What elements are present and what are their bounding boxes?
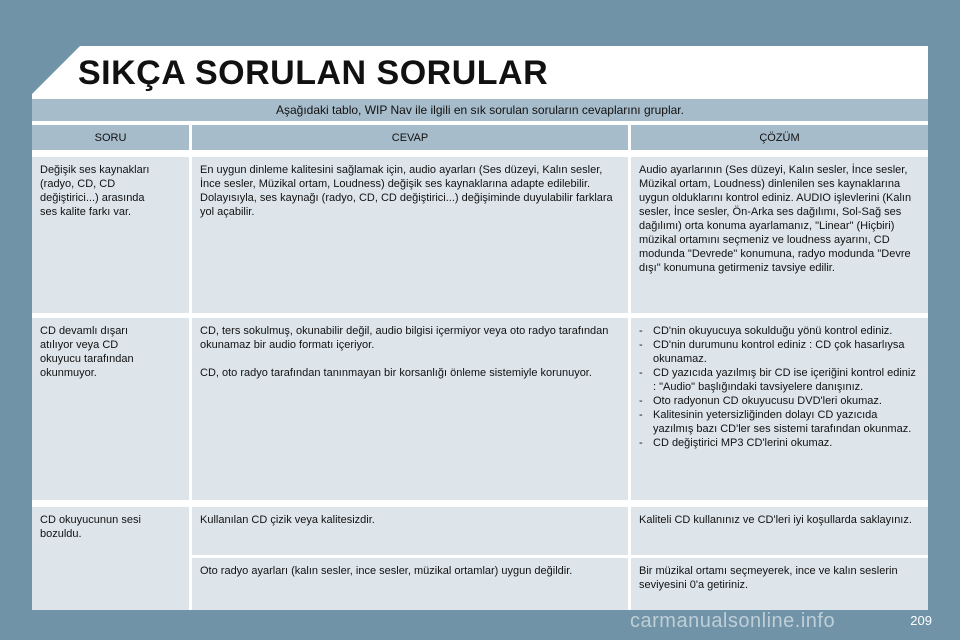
- page-title: SIKÇA SORULAN SORULAR: [78, 54, 549, 92]
- row3-question: CD okuyucunun sesi bozuldu.: [32, 507, 189, 610]
- watermark: carmanualsonline.info: [630, 610, 836, 632]
- solution-item: - CD değiştirici MP3 CD'lerini okumaz.: [639, 436, 920, 450]
- header-solution: ÇÖZÜM: [631, 125, 928, 150]
- row4-solution: Bir müzikal ortamı seçmeyerek, ince ve kalın seslerin seviyesini 0'a getiriniz.: [631, 558, 928, 610]
- solution-item: - CD yazıcıda yazılmış bir CD ise içeriğini kontrol ediniz : "Audio" başlığındaki tavsiyelere danışınız.: [639, 366, 920, 394]
- solution-item: - Kalitesinin yetersizliğinden dolayı CD yazıcıda yazılmış bazı CD'ler ses sistemi tarafından okunmaz.: [639, 408, 920, 436]
- row2-solution: [631, 318, 928, 500]
- intro-text: Aşağıdaki tablo, WIP Nav ile ilgili en sık sorulan soruların cevaplarını gruplar.: [32, 99, 928, 121]
- solution-item: - CD'nin durumunu kontrol ediniz : CD çok hasarlıysa okunamaz.: [639, 338, 920, 366]
- solution-list: [639, 324, 920, 450]
- row2-answer-paragraph: CD, oto radyo tarafından tanınmayan bir korsanlığı önleme sistemiyle korunuyor.: [200, 367, 592, 379]
- row4-answer: Oto radyo ayarları (kalın sesler, ince sesler, müzikal ortamlar) uygun değildir.: [192, 558, 628, 610]
- row2-answer-paragraph: CD, ters sokulmuş, okunabilir değil, audio bilgisi içermiyor veya oto radyo tarafından okunamaz bir audio formatı içeriyor.: [200, 325, 609, 351]
- row1-answer: En uygun dinleme kalitesini sağlamak için, audio ayarları (Ses düzeyi, Kalın sesler, İnce sesler, Müzikal ortam, Loudness) değişik ses kaynaklarına adapte edilebilir. Dolayısıyla, ses kaynağı (radyo, CD, CD değiştirici...) değişiminde duyulabilir farklara yol açabilir.: [192, 157, 628, 313]
- page-number: 209: [910, 613, 932, 628]
- row3-solution: Kaliteli CD kullanınız ve CD'leri iyi koşullarda saklayınız.: [631, 507, 928, 555]
- header-answer: CEVAP: [192, 125, 628, 150]
- row1-question: Değişik ses kaynakları (radyo, CD, CD değiştirici...) arasında ses kalite farkı var.: [32, 157, 189, 313]
- row1-solution: Audio ayarlarının (Ses düzeyi, Kalın sesler, İnce sesler, Müzikal ortam, Loudness) dinlenilen ses kaynaklarına uygun olduklarını kontrol ediniz. AUDIO işlevlerini (Kalın sesler, İnce sesler, Ön-Arka ses dağılımı, Sol-Sağ ses dağılımı) orta konuma ayarlamanız, "Linear" (Hiçbiri) müzikal ortamını seçmeniz ve loudness ayarını, CD modunda "Devrede" konumuna, radyo modunda "Devre dışı" konumuna getirmeniz tavsiye edilir.: [631, 157, 928, 313]
- row2-answer: [192, 318, 628, 500]
- row3-answer: Kullanılan CD çizik veya kalitesizdir.: [192, 507, 628, 555]
- solution-item: - CD'nin okuyucuya sokulduğu yönü kontrol ediniz.: [639, 324, 920, 338]
- row2-question: CD devamlı dışarı atılıyor veya CD okuyucu tarafından okunmuyor.: [32, 318, 189, 500]
- header-question: SORU: [32, 125, 189, 150]
- solution-item: - Oto radyonun CD okuyucusu DVD'leri okumaz.: [639, 394, 920, 408]
